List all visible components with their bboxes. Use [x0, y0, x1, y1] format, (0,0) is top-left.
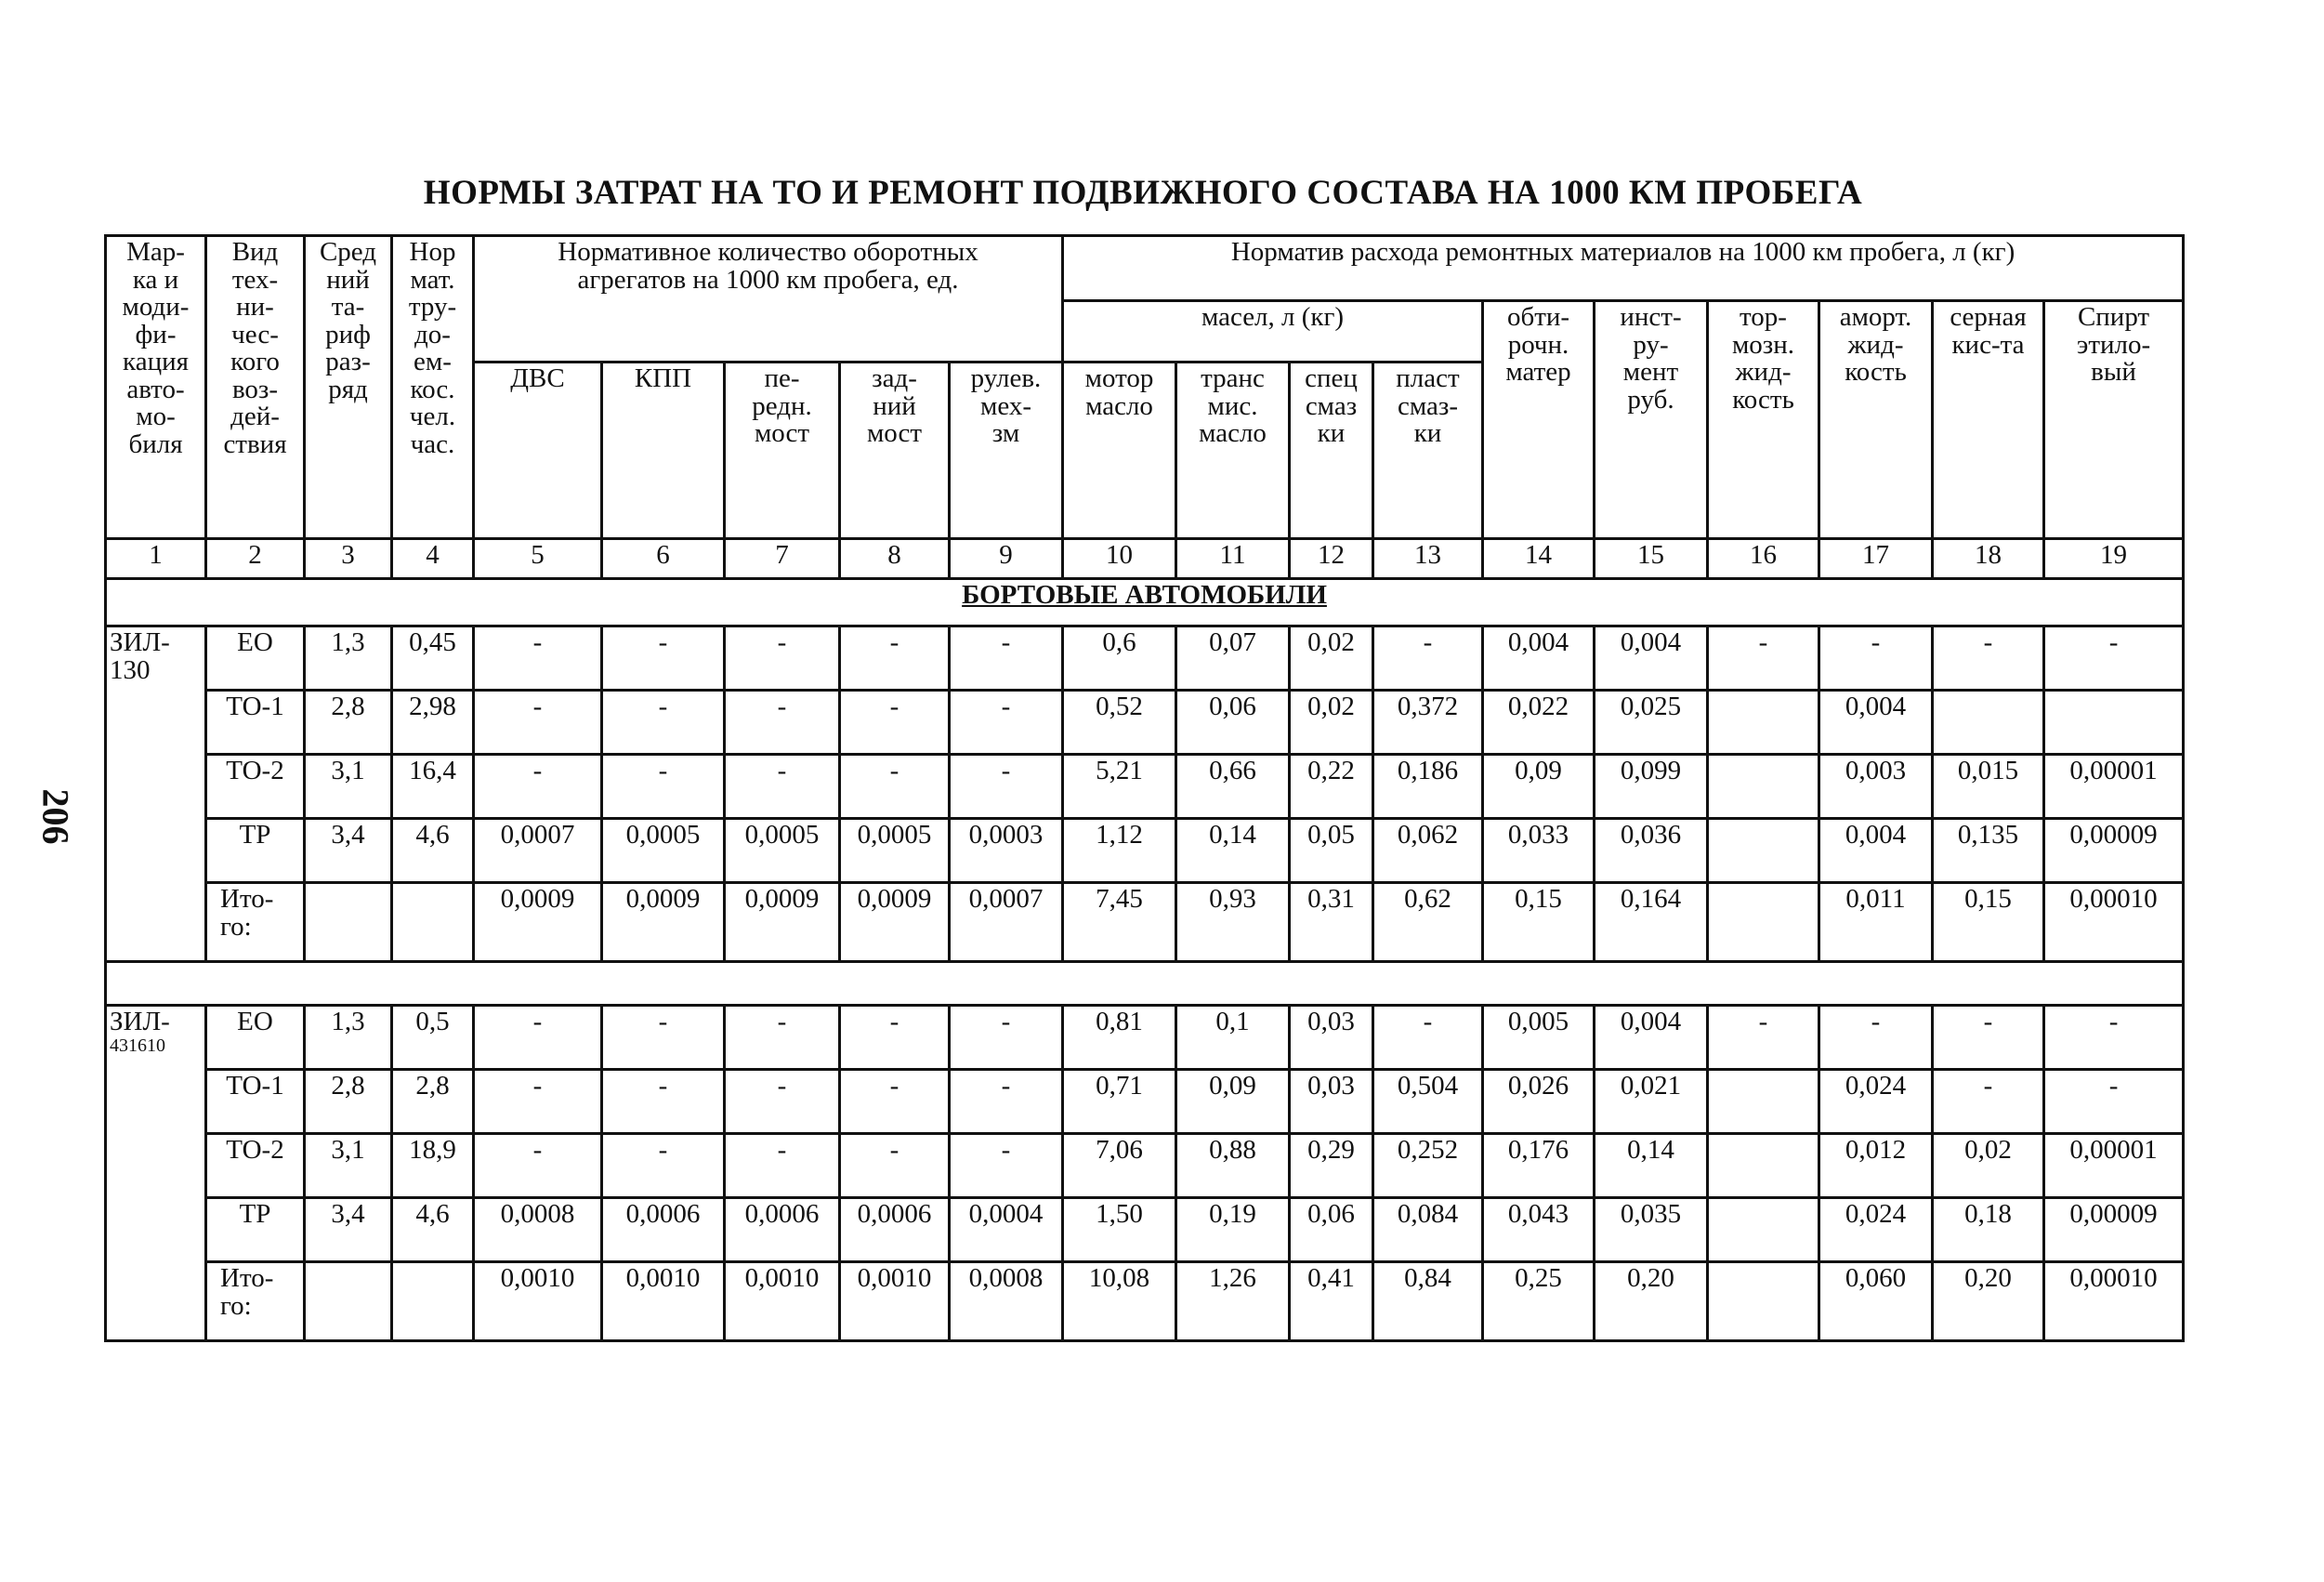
column-number: 5	[474, 539, 602, 579]
value-cell: -	[840, 1006, 950, 1070]
action-type-cell: Ито-го:	[206, 1262, 305, 1341]
value-cell: 0,0006	[725, 1198, 840, 1262]
column-number: 17	[1819, 539, 1933, 579]
value-cell	[1708, 1134, 1819, 1198]
value-cell: 0,00009	[2044, 819, 2184, 883]
value-cell: 0,84	[1373, 1262, 1483, 1341]
header-oil-cell: спец смаз ки	[1290, 363, 1373, 539]
value-cell: 0,026	[1483, 1070, 1595, 1134]
value-cell: -	[2044, 1006, 2184, 1070]
header-oils-group: масел, л (кг)	[1063, 301, 1483, 363]
norms-table	[104, 234, 2185, 1342]
table-row	[106, 819, 2184, 883]
value-cell: 0,09	[1176, 1070, 1290, 1134]
value-cell: -	[474, 755, 602, 819]
value-cell: 0,024	[1819, 1070, 1933, 1134]
value-cell	[1708, 691, 1819, 755]
tariff-grade-cell: 3,1	[305, 755, 392, 819]
value-cell: 0,062	[1373, 819, 1483, 883]
value-cell: 0,004	[1819, 691, 1933, 755]
value-cell	[1708, 819, 1819, 883]
value-cell: -	[1708, 626, 1819, 691]
column-number: 15	[1595, 539, 1708, 579]
section-title: БОРТОВЫЕ АВТОМОБИЛИ	[106, 579, 2184, 626]
value-cell: 0,00010	[2044, 1262, 2184, 1341]
value-cell: 0,0008	[950, 1262, 1063, 1341]
tariff-grade-cell: 3,1	[305, 1134, 392, 1198]
value-cell: -	[840, 691, 950, 755]
value-cell: 0,00001	[2044, 755, 2184, 819]
value-cell: -	[2044, 1070, 2184, 1134]
tariff-grade-cell	[305, 1262, 392, 1341]
value-cell: 0,033	[1483, 819, 1595, 883]
value-cell: 0,0010	[474, 1262, 602, 1341]
column-number: 6	[602, 539, 725, 579]
separator-cell	[106, 962, 2184, 1006]
column-number: 9	[950, 539, 1063, 579]
column-number: 8	[840, 539, 950, 579]
header-oil-cell: пласт смаз- ки	[1373, 363, 1483, 539]
labor-cell: 4,6	[392, 1198, 474, 1262]
value-cell: 0,176	[1483, 1134, 1595, 1198]
model-name: ЗИЛ- 130	[110, 627, 170, 685]
value-cell: 0,71	[1063, 1070, 1176, 1134]
value-cell: 0,00001	[2044, 1134, 2184, 1198]
value-cell: -	[474, 1070, 602, 1134]
value-cell: -	[1819, 626, 1933, 691]
labor-cell: 18,9	[392, 1134, 474, 1198]
column-number: 7	[725, 539, 840, 579]
value-cell: -	[840, 1134, 950, 1198]
value-cell: 0,021	[1595, 1070, 1708, 1134]
value-cell: 0,135	[1933, 819, 2044, 883]
value-cell: 0,005	[1483, 1006, 1595, 1070]
tariff-grade-cell: 1,3	[305, 1006, 392, 1070]
header-unit-cell: КПП	[602, 363, 725, 539]
value-cell: 0,372	[1373, 691, 1483, 755]
action-type-cell: ТР	[206, 819, 305, 883]
value-cell: -	[950, 1006, 1063, 1070]
value-cell: -	[602, 1070, 725, 1134]
value-cell: 1,50	[1063, 1198, 1176, 1262]
column-number: 1	[106, 539, 206, 579]
labor-cell: 2,8	[392, 1070, 474, 1134]
value-cell: 0,14	[1595, 1134, 1708, 1198]
model-cell	[106, 626, 206, 962]
value-cell: 0,07	[1176, 626, 1290, 691]
value-cell: 0,0007	[950, 883, 1063, 962]
table-row	[106, 1006, 2184, 1070]
value-cell: -	[602, 1006, 725, 1070]
value-cell: 0,0006	[602, 1198, 725, 1262]
header-labor: Нор мат. тру- до- ем- кос. чел. час.	[392, 236, 474, 539]
column-number: 16	[1708, 539, 1819, 579]
table-row	[106, 626, 2184, 691]
value-cell: 0,003	[1819, 755, 1933, 819]
value-cell: 0,0010	[725, 1262, 840, 1341]
tariff-grade-cell: 1,3	[305, 626, 392, 691]
value-cell: 0,14	[1176, 819, 1290, 883]
tariff-grade-cell: 3,4	[305, 1198, 392, 1262]
value-cell: 0,024	[1819, 1198, 1933, 1262]
column-number: 2	[206, 539, 305, 579]
header-oil-cell: мотор масло	[1063, 363, 1176, 539]
value-cell	[1708, 755, 1819, 819]
value-cell: -	[1708, 1006, 1819, 1070]
value-cell	[2044, 691, 2184, 755]
header-units-group: Нормативное количество оборотных агрегатов на 1000 км пробега, ед.	[474, 236, 1063, 363]
value-cell: 1,12	[1063, 819, 1176, 883]
value-cell: 0,6	[1063, 626, 1176, 691]
value-cell: -	[474, 626, 602, 691]
value-cell: 0,004	[1595, 626, 1708, 691]
value-cell: -	[950, 1134, 1063, 1198]
action-type-cell: ТР	[206, 1198, 305, 1262]
value-cell: 0,52	[1063, 691, 1176, 755]
header-unit-cell: зад- ний мост	[840, 363, 950, 539]
header-oil-cell: транс мис. масло	[1176, 363, 1290, 539]
table-row	[106, 1134, 2184, 1198]
column-number: 18	[1933, 539, 2044, 579]
value-cell: -	[725, 1070, 840, 1134]
value-cell: -	[602, 691, 725, 755]
value-cell: 0,015	[1933, 755, 2044, 819]
value-cell: -	[840, 626, 950, 691]
header-material-cell: инст- ру- мент руб.	[1595, 301, 1708, 539]
column-numbers-row	[106, 539, 2184, 579]
value-cell: 0,06	[1176, 691, 1290, 755]
value-cell: 0,15	[1933, 883, 2044, 962]
header-material-cell: аморт. жид- кость	[1819, 301, 1933, 539]
value-cell: 0,022	[1483, 691, 1595, 755]
value-cell: -	[840, 755, 950, 819]
header-unit-cell: рулев. мех- зм	[950, 363, 1063, 539]
value-cell: -	[602, 626, 725, 691]
value-cell: 0,41	[1290, 1262, 1373, 1341]
action-type-cell: ТО-1	[206, 1070, 305, 1134]
value-cell	[1708, 1070, 1819, 1134]
value-cell: 0,15	[1483, 883, 1595, 962]
value-cell: -	[725, 691, 840, 755]
labor-cell: 0,5	[392, 1006, 474, 1070]
value-cell: 0,0006	[840, 1198, 950, 1262]
value-cell: 0,060	[1819, 1262, 1933, 1341]
value-cell: -	[950, 755, 1063, 819]
header-material-cell: серная кис-та	[1933, 301, 2044, 539]
column-number: 12	[1290, 539, 1373, 579]
header-material-cell: тор- мозн. жид- кость	[1708, 301, 1819, 539]
value-cell: 0,0005	[725, 819, 840, 883]
table-row	[106, 883, 2184, 962]
value-cell	[1708, 1198, 1819, 1262]
value-cell: 0,02	[1933, 1134, 2044, 1198]
value-cell: 0,0010	[840, 1262, 950, 1341]
value-cell: 0,03	[1290, 1070, 1373, 1134]
value-cell: 0,05	[1290, 819, 1373, 883]
value-cell: 0,00009	[2044, 1198, 2184, 1262]
labor-cell: 2,98	[392, 691, 474, 755]
tariff-grade-cell: 2,8	[305, 1070, 392, 1134]
action-type-cell: ТО-1	[206, 691, 305, 755]
value-cell: 0,0009	[474, 883, 602, 962]
value-cell: -	[1373, 626, 1483, 691]
value-cell: 0,03	[1290, 1006, 1373, 1070]
value-cell: 0,20	[1933, 1262, 2044, 1341]
labor-cell	[392, 883, 474, 962]
action-type-cell: ЕО	[206, 1006, 305, 1070]
value-cell: 0,00010	[2044, 883, 2184, 962]
column-number: 4	[392, 539, 474, 579]
group-separator	[106, 962, 2184, 1006]
value-cell: -	[1933, 1070, 2044, 1134]
value-cell: 0,62	[1373, 883, 1483, 962]
column-number: 19	[2044, 539, 2184, 579]
page-number: 206	[34, 788, 77, 845]
page-title: НОРМЫ ЗАТРАТ НА ТО И РЕМОНТ ПОДВИЖНОГО СОСТАВА НА 1000 КМ ПРОБЕГА	[423, 174, 1863, 212]
value-cell: 0,81	[1063, 1006, 1176, 1070]
table-row	[106, 755, 2184, 819]
value-cell: 7,06	[1063, 1134, 1176, 1198]
value-cell: 0,18	[1933, 1198, 2044, 1262]
value-cell: 0,0005	[602, 819, 725, 883]
value-cell	[1708, 1262, 1819, 1341]
tariff-grade-cell: 3,4	[305, 819, 392, 883]
tariff-grade-cell: 2,8	[305, 691, 392, 755]
tariff-grade-cell	[305, 883, 392, 962]
value-cell: -	[950, 1070, 1063, 1134]
value-cell: 0,09	[1483, 755, 1595, 819]
value-cell: 0,29	[1290, 1134, 1373, 1198]
table-body	[106, 236, 2184, 1341]
value-cell: -	[950, 626, 1063, 691]
header-material-cell: Спирт этило- вый	[2044, 301, 2184, 539]
value-cell: 0,0008	[474, 1198, 602, 1262]
value-cell: -	[2044, 626, 2184, 691]
value-cell: -	[474, 1134, 602, 1198]
table-row	[106, 691, 2184, 755]
header-unit-cell: пе- редн. мост	[725, 363, 840, 539]
value-cell: 0,025	[1595, 691, 1708, 755]
action-type-cell: Ито-го:	[206, 883, 305, 962]
labor-cell	[392, 1262, 474, 1341]
value-cell: 0,043	[1483, 1198, 1595, 1262]
table-row	[106, 1070, 2184, 1134]
value-cell: -	[1933, 626, 2044, 691]
value-cell: 0,0003	[950, 819, 1063, 883]
value-cell: 5,21	[1063, 755, 1176, 819]
value-cell: 0,004	[1595, 1006, 1708, 1070]
value-cell	[1933, 691, 2044, 755]
action-type-cell: ТО-2	[206, 755, 305, 819]
column-number: 11	[1176, 539, 1290, 579]
table-row	[106, 1262, 2184, 1341]
action-type-cell: ТО-2	[206, 1134, 305, 1198]
value-cell: -	[602, 1134, 725, 1198]
model-name: ЗИЛ-	[110, 1007, 170, 1036]
value-cell: -	[1933, 1006, 2044, 1070]
action-type-cell: ЕО	[206, 626, 305, 691]
value-cell: -	[474, 691, 602, 755]
value-cell	[1708, 883, 1819, 962]
value-cell: 0,06	[1290, 1198, 1373, 1262]
value-cell: 10,08	[1063, 1262, 1176, 1341]
labor-cell: 16,4	[392, 755, 474, 819]
value-cell: 0,0005	[840, 819, 950, 883]
value-cell: -	[725, 626, 840, 691]
value-cell: 0,036	[1595, 819, 1708, 883]
value-cell: 0,0010	[602, 1262, 725, 1341]
value-cell: 0,02	[1290, 626, 1373, 691]
value-cell: 0,1	[1176, 1006, 1290, 1070]
value-cell: -	[840, 1070, 950, 1134]
header-tariff-grade: Сред ний та- риф раз- ряд	[305, 236, 392, 539]
column-number: 3	[305, 539, 392, 579]
value-cell: 0,88	[1176, 1134, 1290, 1198]
value-cell: 0,22	[1290, 755, 1373, 819]
value-cell: 0,66	[1176, 755, 1290, 819]
value-cell: -	[725, 755, 840, 819]
value-cell: 0,31	[1290, 883, 1373, 962]
value-cell: 0,035	[1595, 1198, 1708, 1262]
value-cell: 0,012	[1819, 1134, 1933, 1198]
value-cell: 0,0009	[840, 883, 950, 962]
header-unit-cell: ДВС	[474, 363, 602, 539]
model-cell	[106, 1006, 206, 1341]
value-cell: 0,0009	[725, 883, 840, 962]
column-number: 13	[1373, 539, 1483, 579]
value-cell: 0,084	[1373, 1198, 1483, 1262]
header-material-cell: обти- рочн. матер	[1483, 301, 1595, 539]
value-cell: -	[725, 1134, 840, 1198]
value-cell: -	[725, 1006, 840, 1070]
value-cell: 0,19	[1176, 1198, 1290, 1262]
value-cell: 0,004	[1483, 626, 1595, 691]
value-cell: 0,004	[1819, 819, 1933, 883]
column-number: 14	[1483, 539, 1595, 579]
value-cell: 0,0004	[950, 1198, 1063, 1262]
value-cell: 0,20	[1595, 1262, 1708, 1341]
value-cell: 0,164	[1595, 883, 1708, 962]
value-cell: -	[950, 691, 1063, 755]
labor-cell: 0,45	[392, 626, 474, 691]
value-cell: -	[1819, 1006, 1933, 1070]
model-code: 431610	[110, 1035, 165, 1056]
value-cell: 0,099	[1595, 755, 1708, 819]
header-action-type: Вид тех- ни- чес- кого воз- дей- ствия	[206, 236, 305, 539]
table-row	[106, 1198, 2184, 1262]
value-cell: -	[1373, 1006, 1483, 1070]
column-number: 10	[1063, 539, 1176, 579]
value-cell: 7,45	[1063, 883, 1176, 962]
value-cell: 0,0009	[602, 883, 725, 962]
value-cell: 0,504	[1373, 1070, 1483, 1134]
labor-cell: 4,6	[392, 819, 474, 883]
value-cell: 0,252	[1373, 1134, 1483, 1198]
value-cell: 0,0007	[474, 819, 602, 883]
value-cell: 0,25	[1483, 1262, 1595, 1341]
value-cell: -	[602, 755, 725, 819]
header-model: Мар- ка и моди- фи- кация авто- мо- биля	[106, 236, 206, 539]
header-materials-group: Норматив расхода ремонтных материалов на 1000 км пробега, л (кг)	[1063, 236, 2184, 301]
value-cell: 0,02	[1290, 691, 1373, 755]
value-cell: 0,011	[1819, 883, 1933, 962]
value-cell: 1,26	[1176, 1262, 1290, 1341]
value-cell: 0,186	[1373, 755, 1483, 819]
value-cell: -	[474, 1006, 602, 1070]
value-cell: 0,93	[1176, 883, 1290, 962]
